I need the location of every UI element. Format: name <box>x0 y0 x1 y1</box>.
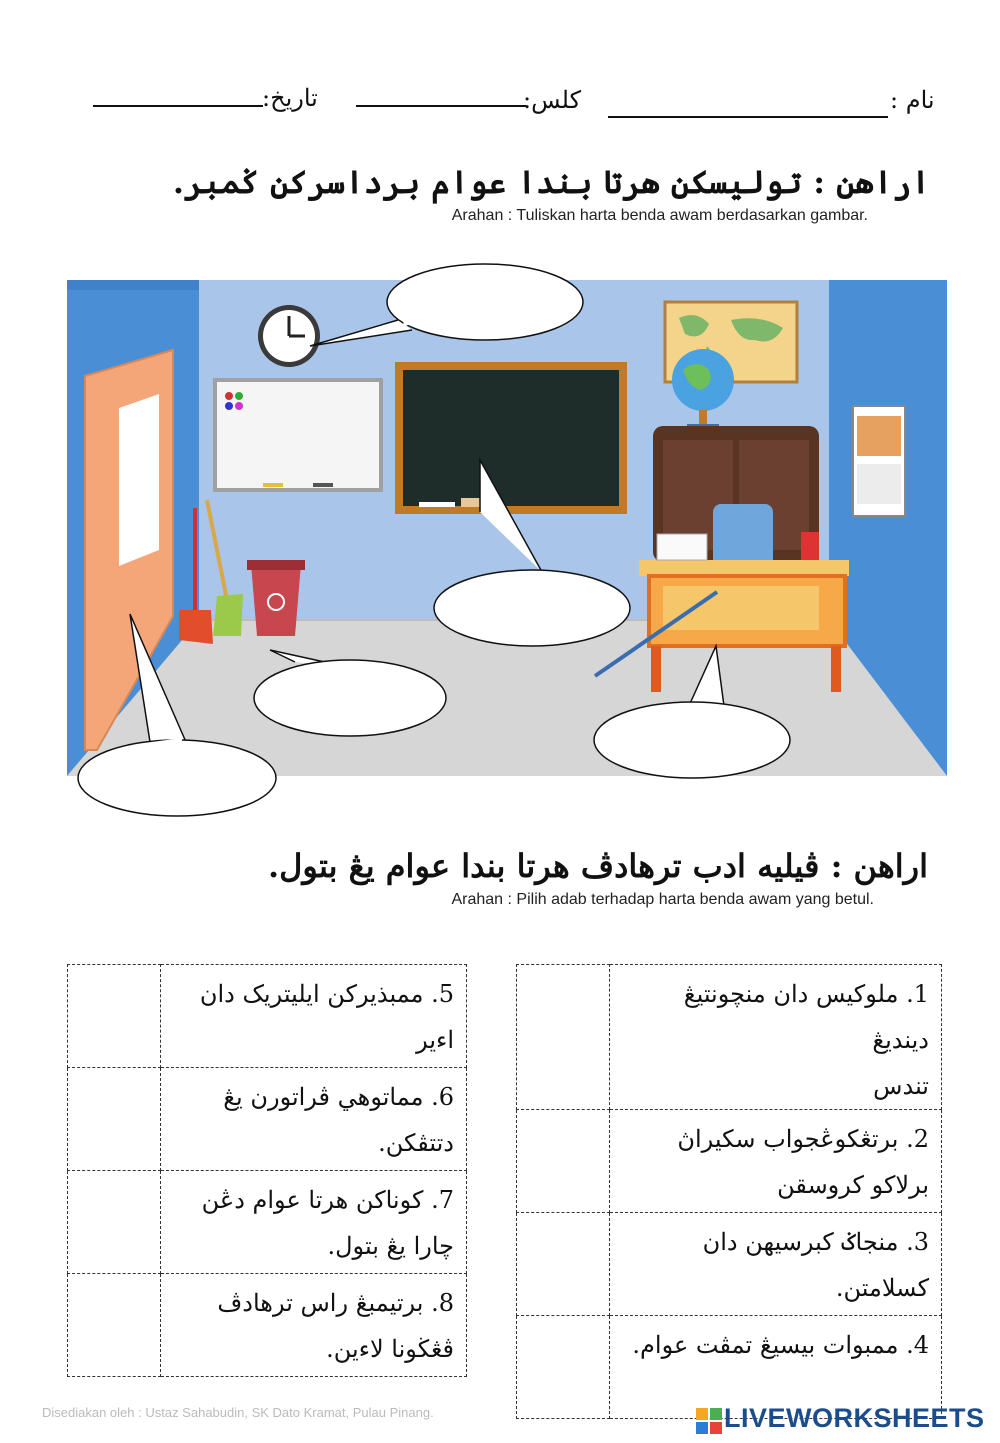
item-text-line2: اءير <box>416 1026 454 1054</box>
answer-input-blackboard[interactable] <box>450 590 620 628</box>
item-text-line1: ممبذيرکن ايليتريک دان <box>199 980 424 1008</box>
table-row <box>517 1110 942 1213</box>
name-field-line[interactable] <box>608 116 888 118</box>
list-item <box>161 1171 467 1274</box>
item-text-line1: برتڠکوڠجواب سکيراڽ <box>677 1125 899 1153</box>
list-item <box>610 965 942 1110</box>
answer-input-bin[interactable] <box>270 680 434 718</box>
answer-checkbox-4[interactable] <box>517 1316 610 1419</box>
table-row <box>68 1274 467 1377</box>
item-text-line2: دتتڤکن. <box>378 1129 454 1157</box>
class-label: کلس: <box>523 86 582 114</box>
item-number: 8. <box>431 1289 454 1317</box>
date-field-line[interactable] <box>93 105 263 107</box>
item-number: 1. <box>906 980 929 1008</box>
table-row <box>68 1068 467 1171</box>
instruction-1-jawi: اراهن : توليسکن هرتا بندا عوام برداسرکن ݢمبر. <box>172 163 930 201</box>
answer-checkbox-1[interactable] <box>517 965 610 1110</box>
item-text-line2: کسلامتن. <box>835 1274 929 1302</box>
answer-checkbox-7[interactable] <box>68 1171 161 1274</box>
table-row <box>68 965 467 1068</box>
instruction-1-rumi: Arahan : Tuliskan harta benda awam berdasarkan gambar. <box>451 207 868 224</box>
item-text-line2: تندس <box>873 1072 929 1100</box>
answer-bubbles <box>0 250 1000 820</box>
answer-checkbox-5[interactable] <box>68 965 161 1068</box>
answer-input-clock[interactable] <box>402 284 572 322</box>
list-item <box>161 1274 467 1377</box>
item-text-line1: منجاݢ کبرسيهن دان <box>702 1228 899 1256</box>
item-number: 5. <box>431 980 454 1008</box>
date-label: تاريخ: <box>262 84 318 112</box>
item-text-line1: مماتوهي ڤراتورن يڠ <box>223 1083 424 1111</box>
list-item <box>161 1068 467 1171</box>
answer-checkbox-2[interactable] <box>517 1110 610 1213</box>
instruction-2-jawi: اراهن : ڤيليه ادب ترهادڤ هرتا بندا عوام يڠ بتول. <box>268 847 928 885</box>
class-field-line[interactable] <box>356 105 526 107</box>
answer-input-desk[interactable] <box>610 722 778 760</box>
answer-checkbox-3[interactable] <box>517 1213 610 1316</box>
item-number: 4. <box>906 1331 929 1359</box>
item-text-line1: ملوکيس دان منچونتيڠ ديندیڠ <box>683 980 929 1054</box>
instruction-2-rumi: Arahan : Pilih adab terhadap harta benda awam yang betul. <box>451 891 874 908</box>
item-text-line1: کوناکن هرتا عوام دڠن <box>201 1186 424 1214</box>
item-number: 2. <box>906 1125 929 1153</box>
item-text-line2: برلاکو کروسقن <box>777 1171 929 1199</box>
list-item <box>610 1213 942 1316</box>
answer-input-door[interactable] <box>96 760 262 798</box>
name-label: نام : <box>890 86 935 114</box>
item-number: 7. <box>431 1186 454 1214</box>
table-row <box>68 1171 467 1274</box>
adab-table-left <box>67 964 467 1377</box>
item-text-line1: برتيمبڠ راس ترهادڤ <box>217 1289 424 1317</box>
liveworksheets-logo-icon <box>696 1408 722 1434</box>
list-item <box>161 965 467 1068</box>
answer-checkbox-6[interactable] <box>68 1068 161 1171</box>
item-text-line1: ممبوات بيسيڠ تمڤت عوام. <box>632 1331 899 1359</box>
item-text-line2: ڤڠڬونا لاءين. <box>326 1335 454 1363</box>
answer-checkbox-8[interactable] <box>68 1274 161 1377</box>
table-row <box>517 1213 942 1316</box>
footer-credit: Disediakan oleh : Ustaz Sahabudin, SK Dato Kramat, Pulau Pinang. <box>42 1405 434 1420</box>
item-number: 3. <box>906 1228 929 1256</box>
liveworksheets-brand[interactable]: LIVEWORKSHEETS <box>724 1403 985 1433</box>
item-text-line2: چارا يڠ بتول. <box>327 1232 454 1260</box>
item-number: 6. <box>431 1083 454 1111</box>
adab-table-right <box>516 964 942 1419</box>
list-item <box>610 1110 942 1213</box>
table-row <box>517 965 942 1110</box>
